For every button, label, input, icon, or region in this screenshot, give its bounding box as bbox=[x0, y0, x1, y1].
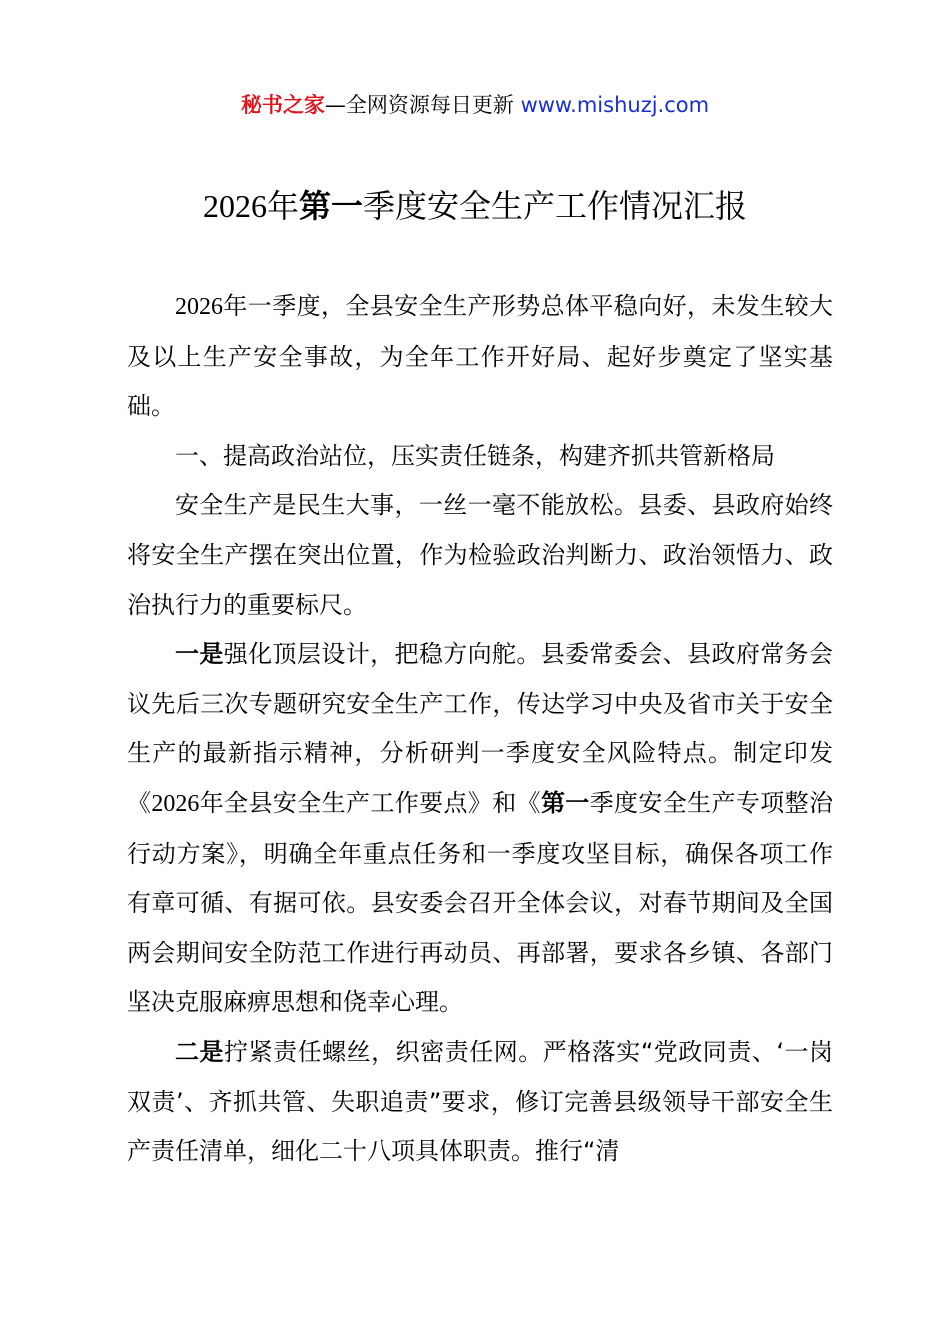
title-bold: 第一 bbox=[298, 187, 363, 225]
title-part1: 年 bbox=[266, 187, 299, 225]
section-heading-1: 一、提高政治站位，压实责任链条，构建齐抓共管新格局 bbox=[175, 441, 775, 470]
site-tagline: —全网资源每日更新 bbox=[324, 93, 521, 117]
point-1-lead: 一是 bbox=[175, 640, 224, 669]
point-2-text: 拧紧责任螺丝，织密责任网。严格落实“党政同责、‘一岗双责’、齐抓共管、失职追责”要求，修订完善县级领导干部安全生产责任清单，细化二十八项具体职责。推行“清 bbox=[127, 1037, 834, 1166]
paragraph-point-1 bbox=[127, 630, 833, 1028]
site-url-link[interactable]: www.mishuzj.com bbox=[520, 93, 710, 117]
intro-text: 年一季度，全县安全生产形势总体平稳向好，未发生较大及以上生产安全事故，为全年工作开好局、起好步奠定了坚实基础。 bbox=[127, 292, 833, 421]
point-2-lead: 二是 bbox=[175, 1037, 225, 1066]
point-1-bold: 第一 bbox=[540, 788, 590, 817]
title-part2: 季度安全生产工作情况汇报 bbox=[363, 187, 748, 225]
document-title bbox=[0, 184, 950, 228]
document-body bbox=[127, 282, 833, 1177]
point-1-text-c: 季度安全生产专项整治行动方案》，明确全年重点任务和一季度攻坚目标，确保各项工作有章可循、有据可依。县安委会召开全体会议，对春节期间及全国两会期间安全防范工作进行再动员、再部署，要求各乡镇、各部门坚决克服麻痹思想和侥幸心理。 bbox=[127, 788, 834, 1017]
point-1-year: 2026 bbox=[151, 790, 200, 817]
point-1-text-a: 强化顶层设计，把稳方向舵。县委常委会、县政府常务会议先后三次专题研究安全生产工作，传达学习中央及省市关于安全生产的最新指示精神，分析研判一季度安全风险特点。制定印发《 bbox=[127, 640, 834, 817]
site-banner bbox=[0, 88, 950, 122]
paragraph-section-1: 安全生产是民生大事，一丝一毫不能放松。县委、县政府始终将安全生产摆在突出位置，作为检验政治判断力、政治领悟力、政治执行力的重要标尺。 bbox=[127, 491, 833, 619]
point-1-text-b: 年全县安全生产工作要点》和《 bbox=[199, 788, 541, 817]
site-brand: 秘书之家 bbox=[240, 93, 325, 117]
intro-year: 2026 bbox=[175, 294, 223, 320]
title-year: 2026 bbox=[202, 188, 267, 224]
paragraph-point-2 bbox=[127, 1028, 833, 1177]
paragraph-intro bbox=[127, 282, 833, 432]
